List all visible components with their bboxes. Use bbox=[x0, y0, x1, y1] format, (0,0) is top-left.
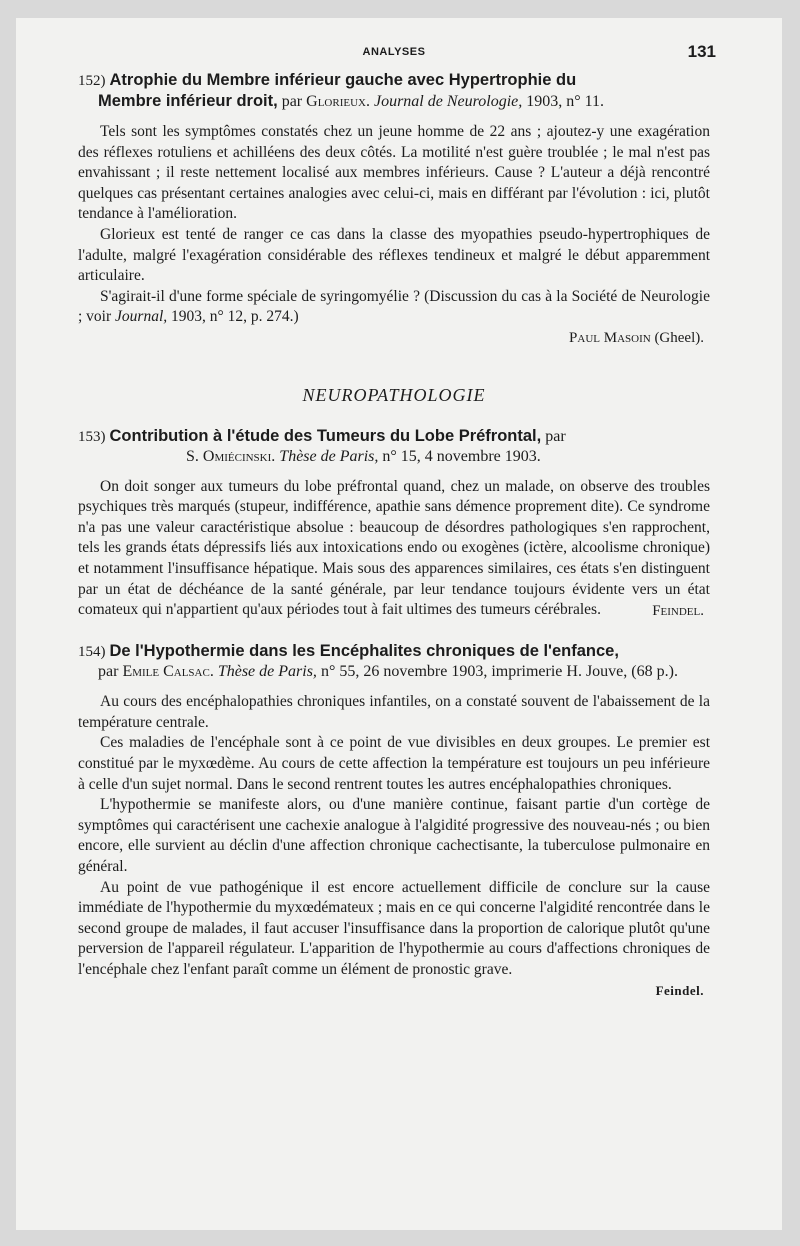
entry-152-heading bbox=[78, 70, 710, 112]
page-number: 131 bbox=[687, 42, 716, 61]
entry-reference: n° 15, 4 novembre 1903. bbox=[378, 447, 541, 465]
entry-title: Atrophie du Membre inférieur gauche avec Hypertrophie du bbox=[109, 71, 577, 89]
entry-journal: Journal de Neurologie, bbox=[373, 93, 523, 110]
paragraph: Tels sont les symptômes constatés chez un jeune homme de 22 ans ; ajoutez-y une exagération des réflexes rotuliens et achilléens des deux côtés. La motilité n'est guère troublée ; le mal n'est pas envahissant ; il reste nettement localisé aux membres inférieurs. Cause ? L'auteur a déjà rencontré quelques cas présentant certaines analogies avec celui-ci, mais en différant par l'évolution : ici, plutôt tendance à l'amélioration. bbox=[78, 123, 710, 223]
paragraph: L'hypothermie se manifeste alors, ou d'une manière continue, faisant partie d'un cortège de symptômes qui caractérisent une cachexie analogue à l'algidité progressive des nouveau-nés ; ou bien encore, elle survient au déclin d'une affection chronique cachectisante, la tuberculose pulmonaire en général. bbox=[78, 796, 710, 876]
entry-title: De l'Hypothermie dans les Encéphalites chroniques de l'enfance, bbox=[109, 642, 619, 661]
paragraph: Glorieux est tenté de ranger ce cas dans la classe des myopathies pseudo-hypertrophiques de l'adulte, malgré l'exagération considérable des réflexes tendineux et malgré le début apparemment articulaire. bbox=[78, 225, 710, 285]
running-title: ANALYSES bbox=[362, 46, 426, 58]
entry-153-heading: 153) Contribution à l'étude des Tumeurs du Lobe Préfrontal, par S. Omiécinski. Thèse de Paris, n° 15, 4 novembre 1903. bbox=[78, 426, 710, 467]
entry-number: 153) bbox=[78, 428, 106, 445]
entry-author: Glorieux bbox=[306, 93, 366, 110]
entry-reference: 1903, n° 11. bbox=[522, 93, 605, 110]
entry-number: 154) bbox=[78, 644, 106, 661]
entry-title-cont: Membre inférieur droit, par Glorieux. Journal de Neurologie, 1903, n° 11. bbox=[98, 92, 605, 110]
paragraph: Au point de vue pathogénique il est encore actuellement difficile de conclure sur la cause immédiate de l'hypothermie du myxœdémateux ; mais en ce qui concerne l'algidité rencontrée dans le second groupe de malades, il faut accuser l'insuffisance dans la proportion de calorique plutôt qu'une perversion de l'appareil régulateur. L'apparition de l'hypothermie au cours d'affections chroniques de l'encéphale chez l'enfant paraît comme un élément de pronostic grave. bbox=[78, 878, 710, 978]
page bbox=[16, 18, 782, 1230]
entry-author: Emile Calsac bbox=[122, 663, 210, 681]
entry-title-cont: S. Omiécinski. Thèse de Paris, n° 15, 4 novembre 1903. bbox=[186, 447, 541, 465]
signature: Feindel. bbox=[655, 982, 704, 998]
entry-author: S. Omiécinski bbox=[186, 447, 272, 465]
paragraph: S'agirait-il d'une forme spéciale de syringomyélie ? (Discussion du cas à la Société de Neurologie ; voir Journal, 1903, n° 12, p. 274.) bbox=[78, 287, 710, 326]
entry-154-heading bbox=[78, 641, 710, 682]
entry-title: Contribution à l'étude des Tumeurs du Lobe Préfrontal, bbox=[109, 426, 542, 445]
paragraph: On doit songer aux tumeurs du lobe préfrontal quand, chez un malade, on observe des troubles psychiques très marqués (stupeur, indifférence, apathie sans démence proprement dite). Ce syndrome n'a pas une valeur caractéristique absolue : beaucoup de désordres pathologiques s'en rapprochent, tels les grands états dépressifs liés aux intoxications endo ou exogènes (ictère, alcoolisme chronique) et notamment l'insuffisance hépatique. Mais sous des apparences similaires, ces états s'en distinguent par un état de déchéance de la santé générale, par leur tendance toujours évidente vers un état comateux qui n'appartient qu'aux périodes tout à fait ultimes des tumeurs cérébrales. bbox=[78, 477, 710, 619]
signature: Feindel. bbox=[652, 602, 704, 619]
entry-journal: Thèse de Paris, bbox=[217, 663, 317, 681]
paragraph: Ces maladies de l'encéphale sont à ce point de vue divisibles en deux groupes. Le premier est constitué par le myxœdème. Au cours de cette affection la température est toujours un peu inférieure à celle d'un sujet normal. Dans le second rentrent toutes les autres encéphalopathies chroniques. bbox=[78, 734, 710, 793]
page-content bbox=[78, 42, 716, 1001]
entry-reference: n° 55, 26 novembre 1903, imprimerie H. Jouve, (68 p.). bbox=[316, 663, 678, 681]
section-title: NEUROPATHOLOGIE bbox=[302, 384, 486, 405]
signature: Paul Masoin (Gheel). bbox=[569, 329, 704, 346]
entry-journal: Thèse de Paris, bbox=[279, 447, 379, 465]
entry-number: 152) bbox=[78, 73, 106, 89]
entry-title-cont: par Emile Calsac. Thèse de Paris, n° 55, 26 novembre 1903, imprimerie H. Jouve, (68 p.). bbox=[98, 663, 678, 681]
paragraph: Au cours des encéphalopathies chroniques infantiles, on a constaté souvent de l'abaissement de la température centrale. bbox=[78, 693, 710, 731]
page-header bbox=[78, 42, 716, 64]
